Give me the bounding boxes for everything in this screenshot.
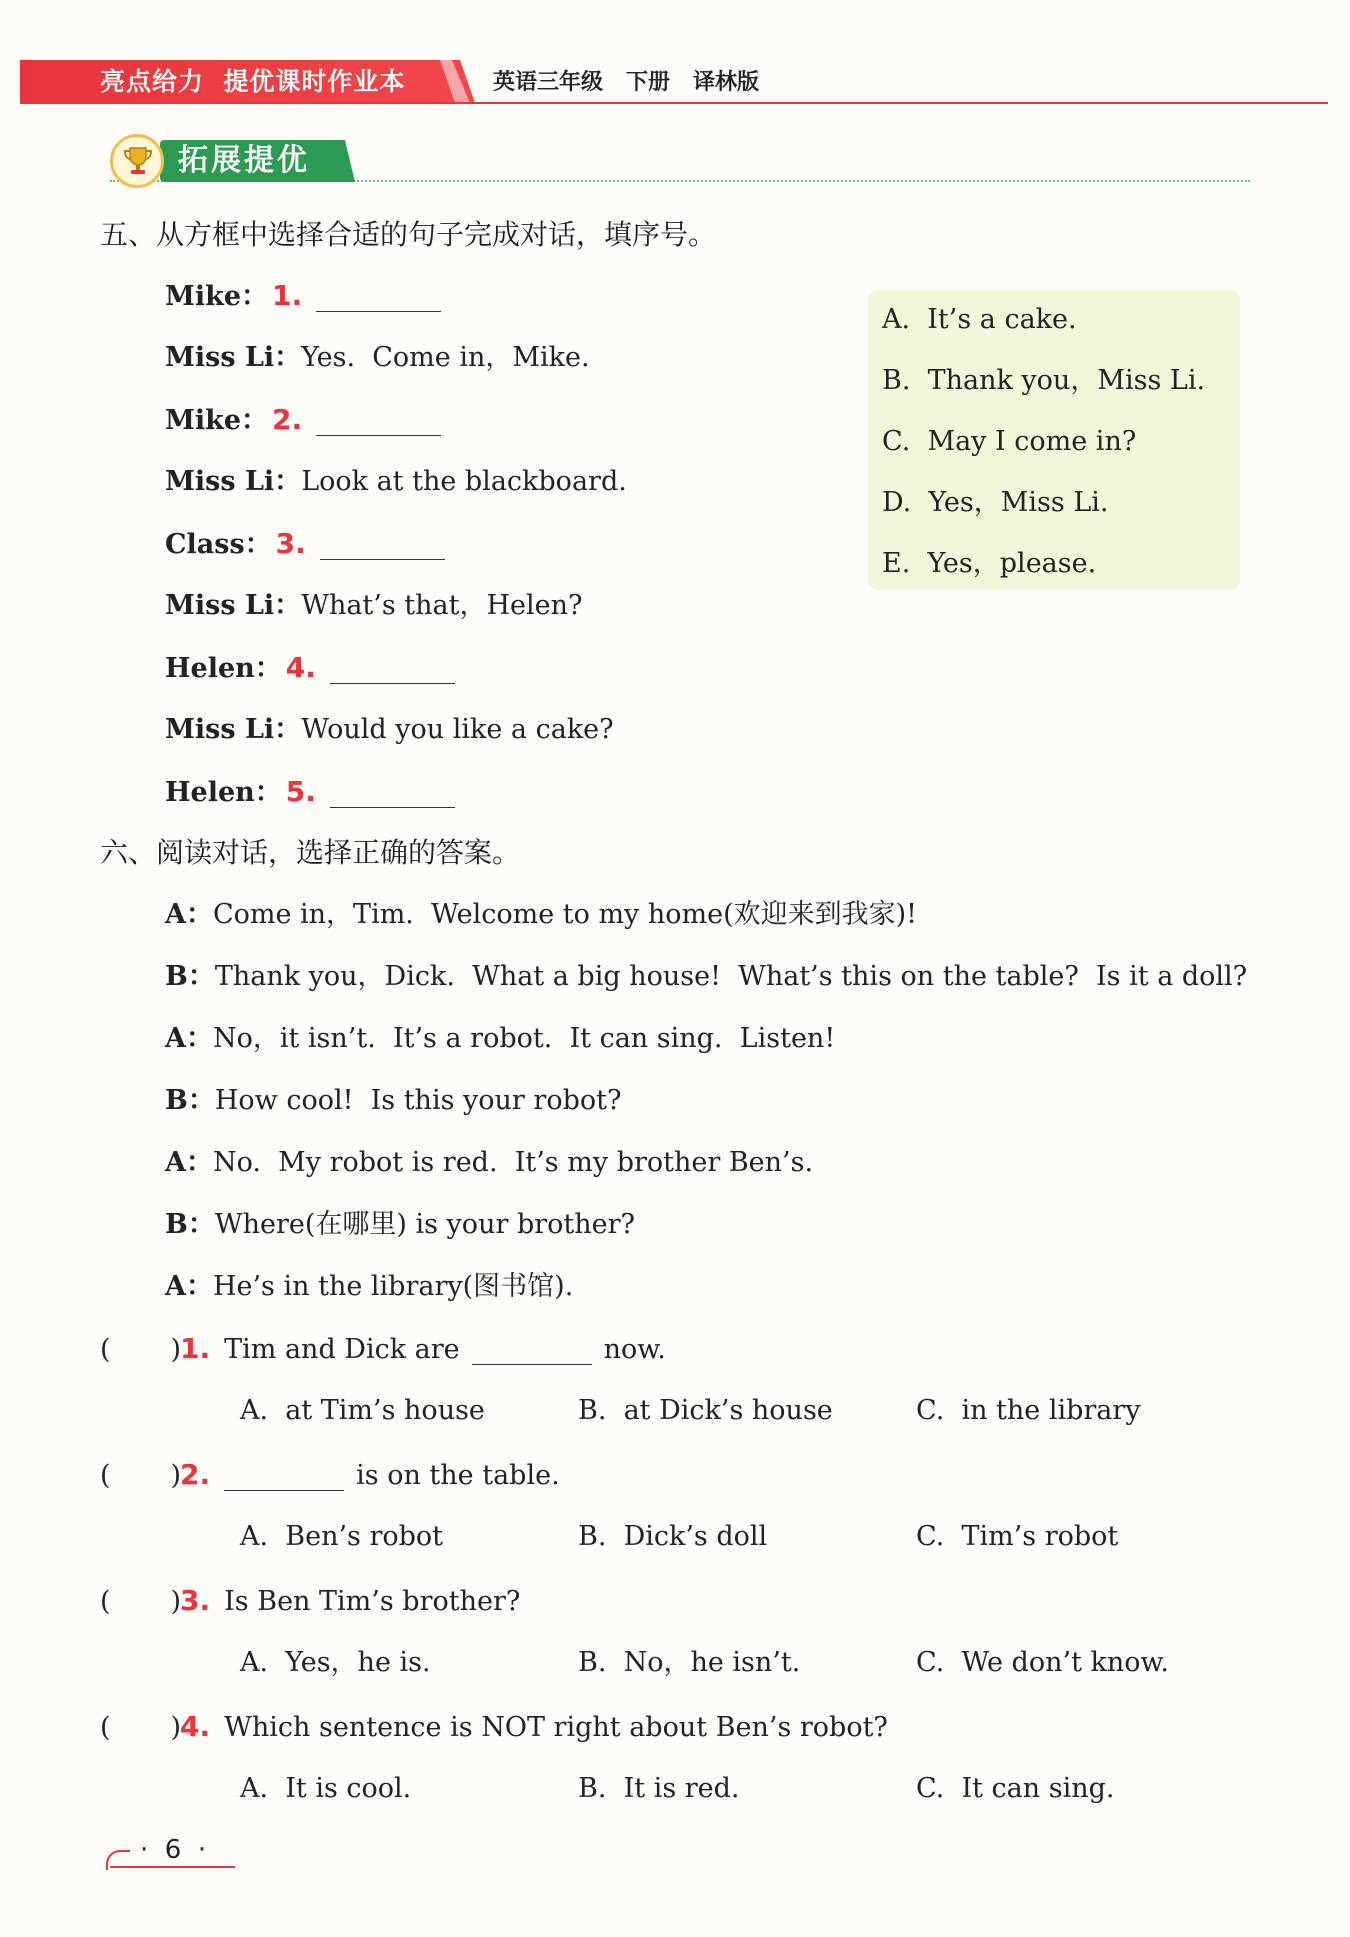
answer-blank-2[interactable]	[316, 407, 441, 436]
trophy-icon	[110, 134, 164, 188]
option-d: D. Yes，Miss Li.	[882, 487, 1109, 518]
line-text: Look at the blackboard.	[301, 466, 627, 497]
dialogue-line-1	[165, 276, 441, 316]
speaker: Helen：	[165, 777, 282, 808]
line-text: No. My robot is red. It’s my brother Ben’s.	[212, 1147, 814, 1178]
q3-choice-b[interactable]: B. No，he isn’t.	[578, 1647, 801, 1678]
blank-number: 4.	[285, 651, 316, 684]
speaker: A：	[165, 899, 213, 930]
line-text: Would you like a cake?	[301, 714, 614, 745]
line-text: Come in，Tim. Welcome to my home(欢迎来到我家)!	[212, 899, 918, 930]
speaker: B：	[165, 961, 215, 992]
dialogue-line-8	[165, 710, 614, 750]
reading-line-6	[165, 1205, 635, 1245]
question-blank[interactable]	[472, 1336, 592, 1365]
option-b: B. Thank you，Miss Li.	[882, 365, 1206, 396]
answer-blank-5[interactable]	[330, 779, 455, 808]
q1-choice-c[interactable]: C. in the library	[916, 1395, 1141, 1426]
question-text: Is Ben Tim’s brother?	[224, 1586, 521, 1617]
dialogue-line-9	[165, 772, 455, 812]
page-number: · 6 ·	[140, 1835, 207, 1865]
speaker: B：	[165, 1085, 215, 1116]
speaker: Miss Li：	[165, 590, 302, 621]
blank-number: 1.	[272, 279, 303, 312]
blank-number: 5.	[285, 775, 316, 808]
dialogue-line-3	[165, 400, 441, 440]
section6-heading: 六、阅读对话，选择正确的答案。	[100, 836, 521, 869]
dialogue-line-7	[165, 648, 455, 688]
line-text: How cool! Is this your robot?	[214, 1085, 622, 1116]
question-2	[100, 1455, 560, 1495]
question-number: 1.	[180, 1332, 211, 1365]
question-text: is on the table.	[356, 1460, 560, 1491]
book-info: 英语三年级 下册 译林版	[493, 70, 759, 95]
section-banner-label: 拓展提优	[178, 143, 310, 178]
answer-blank-3[interactable]	[320, 531, 445, 560]
dialogue-line-5	[165, 524, 445, 564]
q3-choice-c[interactable]: C. We don’t know.	[916, 1647, 1169, 1678]
speaker: A：	[165, 1271, 213, 1302]
q2-choice-a[interactable]: A. Ben’s robot	[240, 1521, 444, 1552]
blank-number: 3.	[275, 527, 306, 560]
speaker: A：	[165, 1023, 213, 1054]
reading-line-1	[165, 895, 917, 935]
q2-choice-b[interactable]: B. Dick’s doll	[578, 1521, 768, 1552]
question-text: Which sentence is NOT right about Ben’s robot?	[224, 1712, 888, 1743]
dialogue-line-2	[165, 338, 590, 378]
answer-blank-1[interactable]	[316, 283, 441, 312]
question-1	[100, 1329, 666, 1369]
blank-number: 2.	[272, 403, 303, 436]
line-text: Yes. Come in，Mike.	[301, 342, 590, 373]
q2-choice-c[interactable]: C. Tim’s robot	[916, 1521, 1119, 1552]
question-4	[100, 1707, 888, 1747]
reading-line-3	[165, 1019, 835, 1059]
speaker: Miss Li：	[165, 714, 302, 745]
speaker: Mike：	[165, 405, 269, 436]
question-3	[100, 1581, 520, 1621]
dialogue-line-4	[165, 462, 627, 502]
option-a: A. It’s a cake.	[882, 304, 1077, 335]
reading-line-2	[165, 957, 1247, 997]
answer-paren[interactable]: ( )	[100, 1460, 182, 1491]
line-text: Thank you，Dick. What a big house! What’s this on the table? Is it a doll?	[214, 961, 1248, 992]
q4-choice-c[interactable]: C. It can sing.	[916, 1773, 1115, 1804]
answer-paren[interactable]: ( )	[100, 1586, 182, 1617]
dialogue-line-6	[165, 586, 583, 626]
option-e: E. Yes，please.	[882, 548, 1097, 579]
speaker: Mike：	[165, 281, 269, 312]
q4-choice-b[interactable]: B. It is red.	[578, 1773, 740, 1804]
line-text: No，it isn’t. It’s a robot. It can sing. Listen!	[212, 1023, 836, 1054]
reading-line-5	[165, 1143, 813, 1183]
q1-choice-a[interactable]: A. at Tim’s house	[240, 1395, 485, 1426]
speaker: A：	[165, 1147, 213, 1178]
q3-choice-a[interactable]: A. Yes，he is.	[240, 1647, 431, 1678]
series-title: 亮点给力 提优课时作业本	[100, 67, 406, 96]
line-text: Where(在哪里) is your brother?	[214, 1209, 635, 1240]
option-c: C. May I come in?	[882, 426, 1137, 457]
question-number: 4.	[180, 1710, 211, 1743]
question-number: 2.	[180, 1458, 211, 1491]
speaker: Miss Li：	[165, 342, 302, 373]
reading-line-4	[165, 1081, 621, 1121]
answer-paren[interactable]: ( )	[100, 1712, 182, 1743]
line-text: He’s in the library(图书馆).	[212, 1271, 574, 1302]
header-rule	[20, 102, 1328, 104]
answer-blank-4[interactable]	[330, 655, 455, 684]
question-text: Tim and Dick are	[224, 1334, 460, 1365]
section5-heading: 五、从方框中选择合适的句子完成对话，填序号。	[100, 218, 717, 251]
speaker: Helen：	[165, 653, 282, 684]
answer-paren[interactable]: ( )	[100, 1334, 182, 1365]
question-blank[interactable]	[224, 1462, 344, 1491]
speaker: Class：	[165, 529, 272, 560]
line-text: What’s that，Helen?	[301, 590, 583, 621]
question-number: 3.	[180, 1584, 211, 1617]
question-text-end: now.	[603, 1334, 666, 1365]
speaker: B：	[165, 1209, 215, 1240]
speaker: Miss Li：	[165, 466, 302, 497]
q1-choice-b[interactable]: B. at Dick’s house	[578, 1395, 833, 1426]
q4-choice-a[interactable]: A. It is cool.	[240, 1773, 412, 1804]
reading-line-7	[165, 1267, 573, 1307]
